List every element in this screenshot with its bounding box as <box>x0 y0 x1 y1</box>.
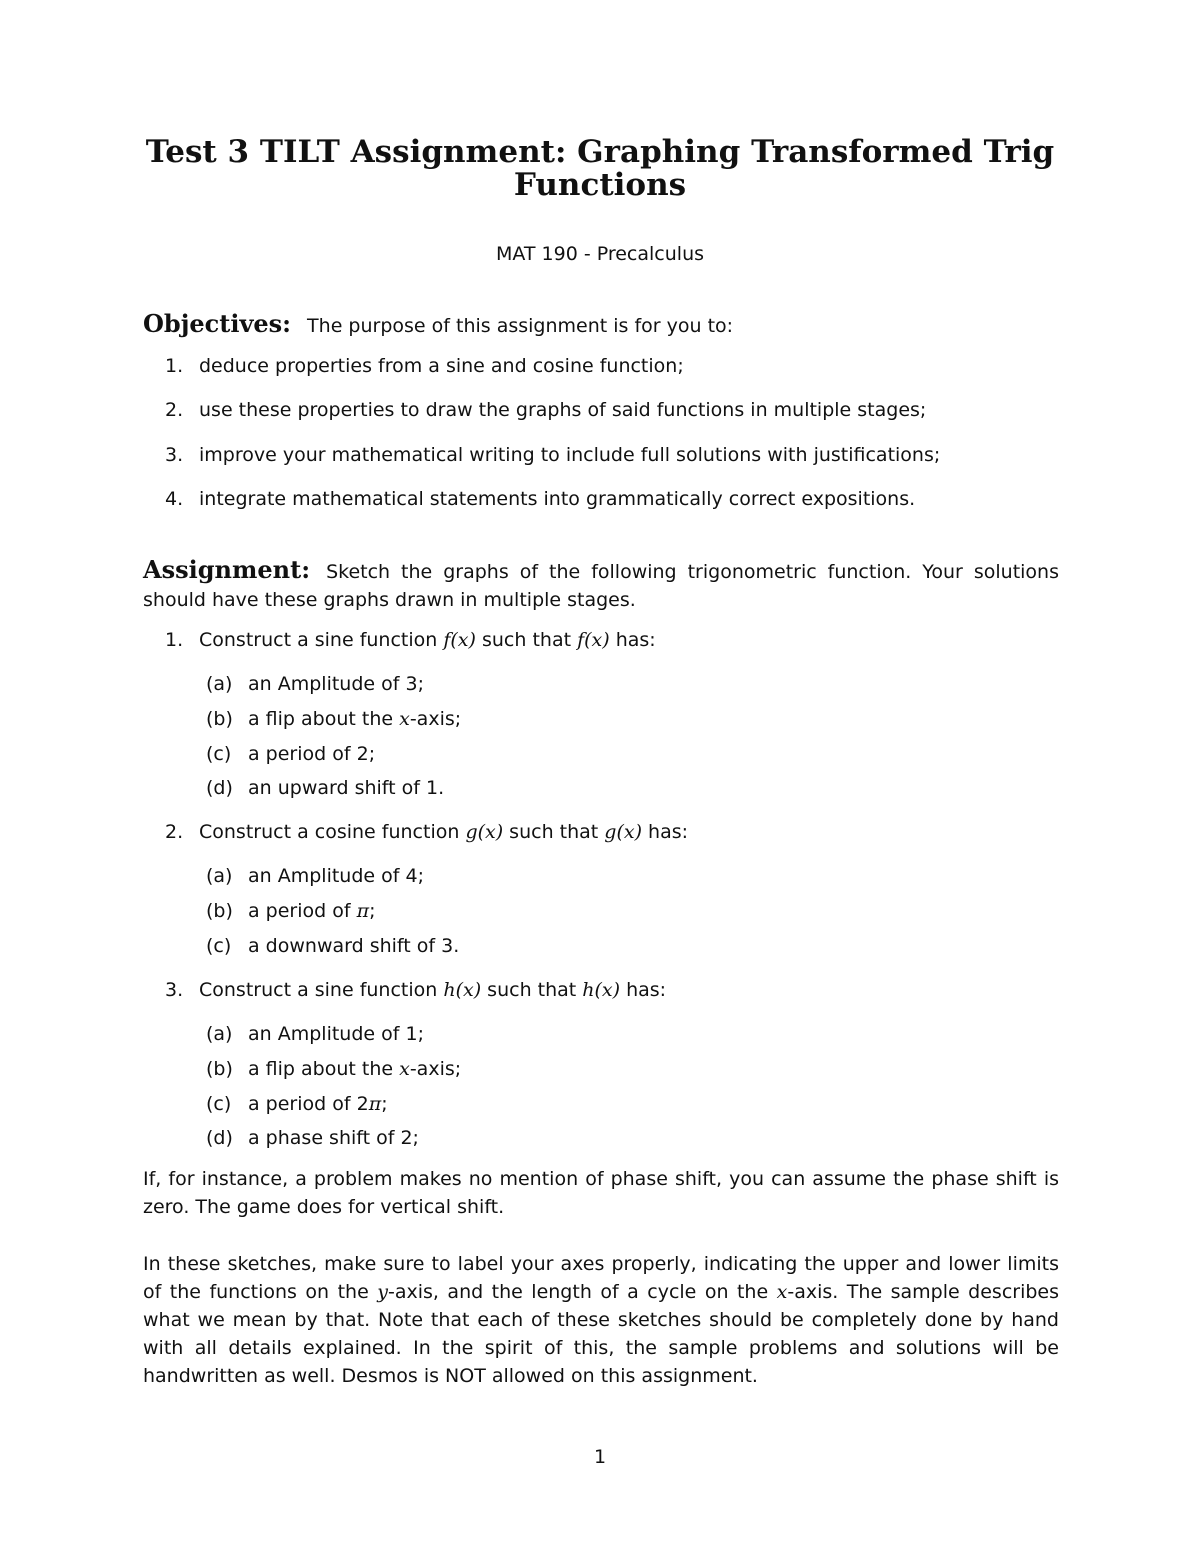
course-subtitle: MAT 190 - Precalculus <box>495 243 705 265</box>
assignment-heading: Assignment: <box>143 555 311 584</box>
assignment-intro: Sketch the graphs of the following trigonometric function. Your solutions should have these graphs drawn in multiple stages. <box>143 561 1059 611</box>
objectives-intro: The purpose of this assignment is for you to: <box>307 315 734 337</box>
assignment-heading-line <box>143 556 1059 614</box>
page-number: 1 <box>593 1446 607 1468</box>
note-phase-shift: If, for instance, a problem makes no mention of phase shift, you can assume the phase shift is zero. The game does for vertical shift. <box>143 1168 1059 1218</box>
title-line-2: Functions <box>513 167 687 203</box>
document-title <box>100 136 1100 202</box>
note-sketch-instructions: In these sketches, make sure to label your axes properly, indicating the upper and lower limits of the functions on the y-axis, and the length of a cycle on the x-axis. The sample describes what we mean by that. Note that each of these sketches should be completely done by hand with all details explained. In the spirit of this, the sample problems and solutions will be handwritten as well. Desmos is NOT allowed on this assignment. <box>143 1253 1059 1387</box>
objectives-heading-line <box>143 310 1059 340</box>
title-line-1: Test 3 TILT Assignment: Graphing Transformed Trig <box>145 134 1055 170</box>
objectives-heading: Objectives: <box>143 309 292 338</box>
